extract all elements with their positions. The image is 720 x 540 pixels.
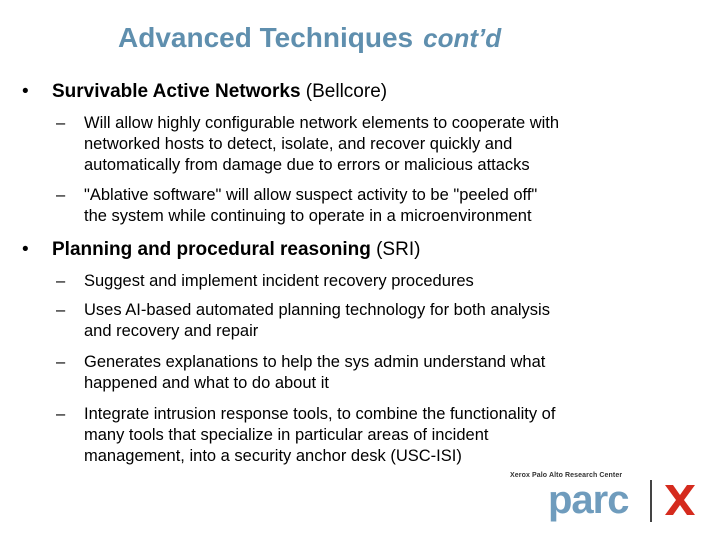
sub-bullet (56, 185, 537, 227)
xerox-x-icon (662, 482, 698, 518)
dash: – (56, 353, 66, 371)
sub-bullet-line: automatically from damage due to errors or malicious attacks (84, 156, 530, 174)
bullet-org: (SRI) (370, 239, 421, 260)
sub-bullet-line: management, into a security anchor desk (USC-ISI) (84, 447, 462, 465)
parc-wordmark: parc (548, 478, 629, 522)
bullet-dot: • (22, 81, 29, 102)
bullet-planning-procedural-reasoning (22, 238, 420, 262)
logo-divider (650, 480, 652, 522)
sub-bullet (56, 404, 555, 467)
dash: – (56, 301, 66, 319)
dash: – (56, 272, 66, 290)
sub-bullet-line: Integrate intrusion response tools, to combine the functionality of (84, 405, 556, 423)
bullet-heading: Planning and procedural reasoning (52, 239, 371, 260)
slide-title (118, 20, 501, 56)
bullet-heading: Survivable Active Networks (52, 81, 301, 102)
dash: – (56, 114, 66, 132)
sub-bullet-line: "Ablative software" will allow suspect activity to be "peeled off" (84, 186, 538, 204)
sub-bullet (56, 271, 474, 292)
sub-bullet (56, 113, 559, 176)
sub-bullet-line: the system while continuing to operate in a microenvironment (84, 207, 532, 225)
sub-bullet-line: many tools that specialize in particular areas of incident (84, 426, 489, 444)
sub-bullet (56, 352, 545, 394)
sub-bullet-line: networked hosts to detect, isolate, and recover quickly and (84, 135, 513, 153)
dash: – (56, 186, 66, 204)
sub-bullet-line: Will allow highly configurable network elements to cooperate with (84, 114, 560, 132)
sub-bullet-line: and recovery and repair (84, 322, 259, 340)
bullet-dot: • (22, 239, 29, 260)
sub-bullet-line: Suggest and implement incident recovery procedures (84, 272, 474, 290)
dash: – (56, 405, 66, 423)
bullet-survivable-active-networks (22, 80, 387, 104)
sub-bullet-line: Uses AI-based automated planning technology for both analysis (84, 301, 550, 319)
bullet-org: (Bellcore) (300, 81, 388, 102)
slide-title-text: Advanced Techniques (118, 22, 414, 53)
parc-logo (510, 472, 710, 528)
sub-bullet (56, 300, 550, 342)
logo-caption: Xerox Palo Alto Research Center (510, 472, 623, 479)
sub-bullet-line: happened and what to do about it (84, 374, 329, 392)
slide-title-suffix: cont’d (423, 23, 502, 53)
sub-bullet-line: Generates explanations to help the sys admin understand what (84, 353, 546, 371)
